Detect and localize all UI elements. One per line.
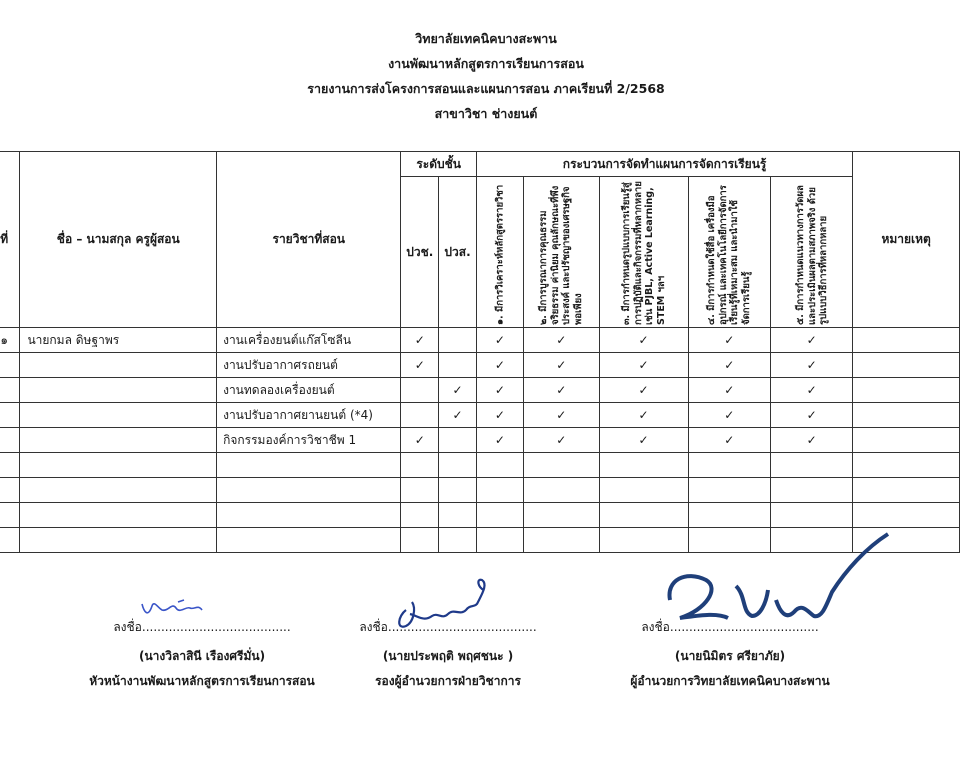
remark-cell bbox=[853, 453, 960, 478]
level-pvc-check bbox=[401, 378, 439, 403]
process-5-check bbox=[770, 478, 852, 503]
level-pvc-check bbox=[401, 478, 439, 503]
subject-cell bbox=[217, 478, 401, 503]
signer-position-3: ผู้อำนวยการวิทยาลัยเทคนิคบางสะพาน bbox=[630, 674, 830, 688]
remark-cell bbox=[853, 478, 960, 503]
process-2-check bbox=[524, 503, 599, 528]
level-pvs-check bbox=[439, 478, 477, 503]
process-1-check bbox=[476, 453, 523, 478]
process-3-check bbox=[599, 478, 688, 503]
college-name: วิทยาลัยเทคนิคบางสะพาน bbox=[415, 31, 557, 46]
process-1-check: ✓ bbox=[476, 428, 523, 453]
remark-cell bbox=[853, 353, 960, 378]
teacher-name-cell: นายกมล ดิษฐาพร bbox=[20, 328, 217, 353]
process-4-check bbox=[688, 478, 770, 503]
process-1-check: ✓ bbox=[476, 378, 523, 403]
level-pvs-check bbox=[439, 453, 477, 478]
handwritten-signature-1 bbox=[138, 596, 208, 626]
sign-line-2: ลงชื่อ....................................... bbox=[359, 620, 537, 634]
table-row bbox=[0, 378, 960, 403]
process-5-check: ✓ bbox=[770, 353, 852, 378]
process-4-check: ✓ bbox=[688, 378, 770, 403]
process-3-check: ✓ bbox=[599, 403, 688, 428]
process-2-check: ✓ bbox=[524, 328, 599, 353]
teacher-name-cell bbox=[20, 478, 217, 503]
row-number bbox=[0, 428, 20, 453]
process-2-check: ✓ bbox=[524, 353, 599, 378]
process-3-check: ✓ bbox=[599, 378, 688, 403]
table-row bbox=[0, 328, 960, 353]
level-pvc-check: ✓ bbox=[401, 328, 439, 353]
remark-cell bbox=[853, 403, 960, 428]
handwritten-signature-2 bbox=[392, 574, 502, 634]
level-pvs-check: ✓ bbox=[439, 403, 477, 428]
subject-cell: งานเครื่องยนต์แก๊สโซลีน bbox=[217, 328, 401, 353]
subject-cell: งานปรับอากาศยานยนต์ (*4) bbox=[217, 403, 401, 428]
process-5-check: ✓ bbox=[770, 403, 852, 428]
header-remark: หมายเหตุ bbox=[853, 152, 960, 328]
row-number: ๑ bbox=[0, 328, 20, 353]
process-2-check: ✓ bbox=[524, 378, 599, 403]
process-5-text: ๕. มีการกำหนดแนวทางการวัดผลและประเมินผลตามสภาพจริง ด้วยรูปแบบวิธีการที่หลากหลาย bbox=[794, 185, 829, 325]
level-pvs-check bbox=[439, 353, 477, 378]
signature-block-1 bbox=[72, 618, 332, 691]
process-2-text: ๒. มีการบูรณาการคุณธรรม จริยธรรม ค่านิยม คุณลักษณะที่พึงประสงค์ และปรัชญาของเศรษฐกิจพอเพียง bbox=[538, 185, 584, 325]
teacher-name-cell bbox=[20, 428, 217, 453]
sign-line-1: ลงชื่อ....................................... bbox=[113, 620, 291, 634]
report-title: รายงานการส่งโครงการสอนและแผนการสอน ภาคเรียนที่ 2/2568 bbox=[307, 81, 665, 96]
teacher-name-cell bbox=[20, 403, 217, 428]
teacher-name-cell bbox=[20, 528, 217, 553]
table-row bbox=[0, 428, 960, 453]
major-name: สาขาวิชา ช่างยนต์ bbox=[434, 106, 538, 121]
row-number bbox=[0, 378, 20, 403]
teacher-name-cell bbox=[20, 378, 217, 403]
process-5-check bbox=[770, 453, 852, 478]
process-5-check: ✓ bbox=[770, 378, 852, 403]
subject-cell bbox=[217, 503, 401, 528]
table-row bbox=[0, 353, 960, 378]
level-pvc-check bbox=[401, 503, 439, 528]
subject-cell: งานปรับอากาศรถยนต์ bbox=[217, 353, 401, 378]
process-4-text: ๔. มีการกำหนดใช้สื่อ เครื่องมือ อุปกรณ์ และเทคโนโลยีการจัดการเรียนรู้ที่เหมาะสม และนำมาใช้จัดการเรียนรู้ bbox=[706, 185, 752, 325]
header-level-pvs: ปวส. bbox=[439, 177, 477, 328]
row-number bbox=[0, 353, 20, 378]
teacher-name-cell bbox=[20, 353, 217, 378]
header-process-5 bbox=[770, 177, 852, 328]
process-4-check: ✓ bbox=[688, 353, 770, 378]
document-header bbox=[0, 26, 972, 126]
level-pvs-check bbox=[439, 503, 477, 528]
teaching-plan-table bbox=[0, 151, 960, 553]
sign-line-3: ลงชื่อ....................................... bbox=[641, 620, 819, 634]
level-pvc-check bbox=[401, 528, 439, 553]
process-3-check bbox=[599, 453, 688, 478]
signer-position-2: รองผู้อำนวยการฝ่ายวิชาการ bbox=[375, 674, 521, 688]
process-2-check: ✓ bbox=[524, 428, 599, 453]
process-1-text: ๑. มีการวิเคราะห์หลักสูตรรายวิชา bbox=[494, 184, 506, 325]
process-4-check: ✓ bbox=[688, 403, 770, 428]
process-2-check: ✓ bbox=[524, 403, 599, 428]
process-1-check: ✓ bbox=[476, 403, 523, 428]
header-process-4 bbox=[688, 177, 770, 328]
table-row bbox=[0, 453, 960, 478]
process-3-text: ๓. มีการกำหนดรูปแบบการเรียนรู้สู่การปฏิบัติและกิจกรรมที่หลากหลาย เช่น PJBL, Active Learning, STEM ฯลฯ bbox=[620, 181, 667, 325]
process-2-check bbox=[524, 528, 599, 553]
signer-name-2: (นายประพฤติ พฤศชนะ ) bbox=[382, 649, 514, 663]
process-4-check bbox=[688, 453, 770, 478]
remark-cell bbox=[853, 378, 960, 403]
process-4-check: ✓ bbox=[688, 428, 770, 453]
table-body bbox=[0, 328, 960, 553]
process-1-check bbox=[476, 503, 523, 528]
header-no: ที่ bbox=[0, 152, 20, 328]
signer-name-3: (นายนิมิตร ศรียาภัย) bbox=[674, 649, 786, 663]
subject-cell bbox=[217, 528, 401, 553]
row-number bbox=[0, 453, 20, 478]
process-1-check bbox=[476, 528, 523, 553]
level-pvc-check bbox=[401, 453, 439, 478]
row-number bbox=[0, 528, 20, 553]
process-2-check bbox=[524, 453, 599, 478]
row-number bbox=[0, 403, 20, 428]
level-pvs-check bbox=[439, 528, 477, 553]
process-3-check: ✓ bbox=[599, 428, 688, 453]
row-number bbox=[0, 503, 20, 528]
process-5-check: ✓ bbox=[770, 428, 852, 453]
remark-cell bbox=[853, 328, 960, 353]
remark-cell bbox=[853, 428, 960, 453]
department-name: งานพัฒนาหลักสูตรการเรียนการสอน bbox=[388, 56, 584, 71]
process-1-check: ✓ bbox=[476, 328, 523, 353]
level-pvc-check bbox=[401, 403, 439, 428]
level-pvs-check bbox=[439, 328, 477, 353]
header-process-3 bbox=[599, 177, 688, 328]
process-1-check: ✓ bbox=[476, 353, 523, 378]
subject-cell: งานทดลองเครื่องยนต์ bbox=[217, 378, 401, 403]
process-3-check: ✓ bbox=[599, 353, 688, 378]
header-process-2 bbox=[524, 177, 599, 328]
subject-cell bbox=[217, 453, 401, 478]
teacher-name-cell bbox=[20, 503, 217, 528]
header-level: ระดับชั้น bbox=[401, 152, 476, 177]
row-number bbox=[0, 478, 20, 503]
header-teacher-name: ชื่อ – นามสกุล ครูผู้สอน bbox=[20, 152, 217, 328]
header-process: กระบวนการจัดทำแผนการจัดการเรียนรู้ bbox=[476, 152, 852, 177]
signer-position-1: หัวหน้างานพัฒนาหลักสูตรการเรียนการสอน bbox=[89, 674, 315, 688]
header-subject: รายวิชาที่สอน bbox=[217, 152, 401, 328]
process-5-check: ✓ bbox=[770, 328, 852, 353]
process-4-check: ✓ bbox=[688, 328, 770, 353]
level-pvc-check: ✓ bbox=[401, 353, 439, 378]
handwritten-signature-3 bbox=[656, 520, 896, 630]
teacher-name-cell bbox=[20, 453, 217, 478]
level-pvs-check bbox=[439, 428, 477, 453]
level-pvs-check: ✓ bbox=[439, 378, 477, 403]
process-2-check bbox=[524, 478, 599, 503]
process-1-check bbox=[476, 478, 523, 503]
header-process-1 bbox=[476, 177, 523, 328]
process-3-check: ✓ bbox=[599, 328, 688, 353]
level-pvc-check: ✓ bbox=[401, 428, 439, 453]
subject-cell: กิจกรรมองค์การวิชาชีพ 1 bbox=[217, 428, 401, 453]
table-row bbox=[0, 403, 960, 428]
signer-name-1: (นางวิลาสินี เรืองศรีมั่น) bbox=[138, 649, 266, 663]
header-level-pvc: ปวช. bbox=[401, 177, 439, 328]
table-row bbox=[0, 478, 960, 503]
